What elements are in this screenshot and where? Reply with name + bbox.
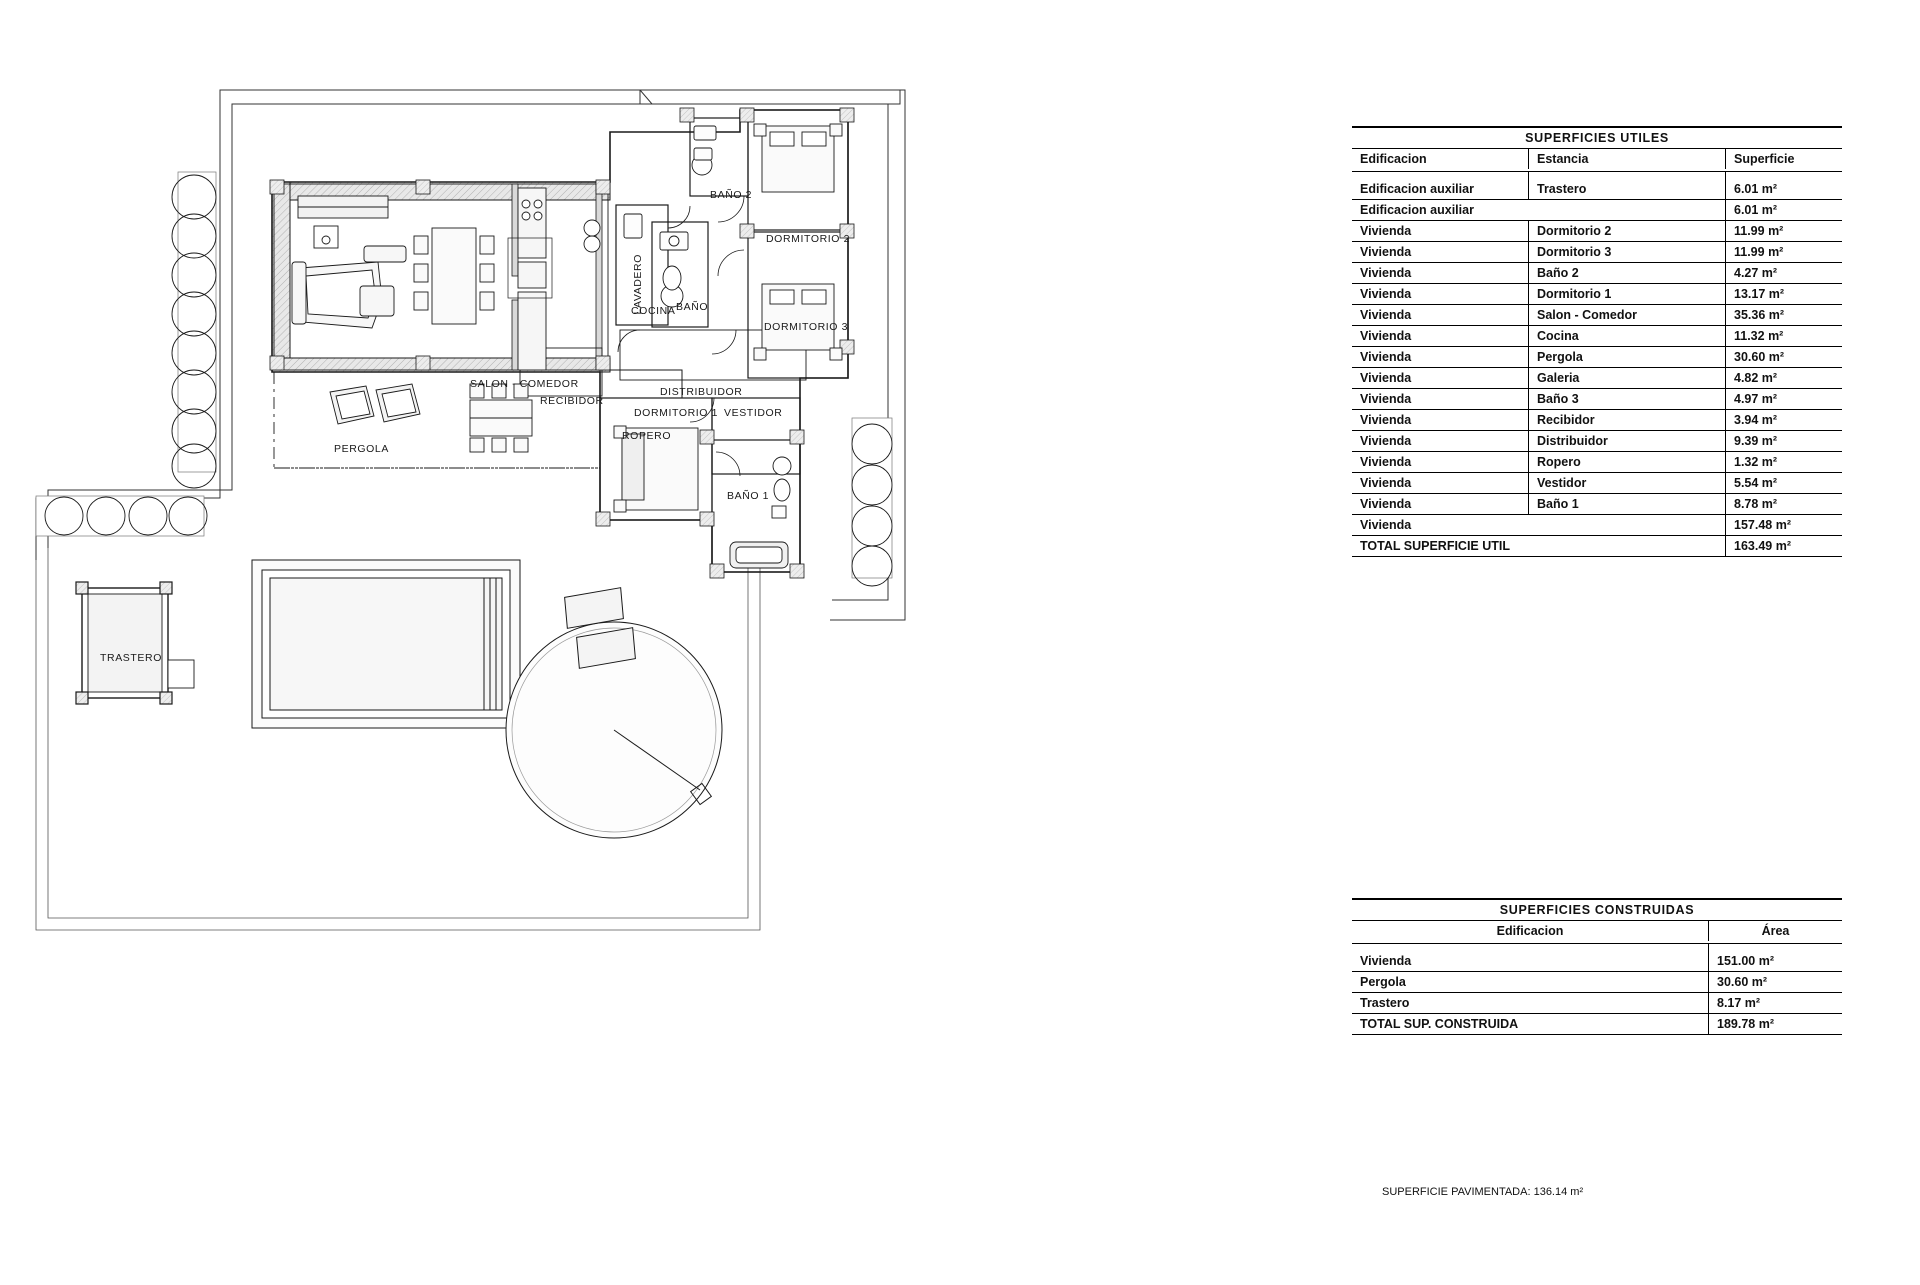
room-label-vestidor: VESTIDOR — [724, 407, 783, 419]
superficies-construidas-table — [1352, 898, 1842, 1035]
cell-superficie: 8.78 m² — [1726, 494, 1843, 515]
table-row — [1352, 284, 1842, 305]
cell-edificacion: Vivienda — [1352, 284, 1529, 305]
total-construidas-label: TOTAL SUP. CONSTRUIDA — [1352, 1014, 1709, 1035]
cell-edificacion: Pergola — [1352, 972, 1709, 993]
room-label-dormitorio-2: DORMITORIO 2 — [766, 233, 851, 245]
utiles-col-superficie: Superficie — [1726, 149, 1843, 170]
cell-estancia: Trastero — [1529, 172, 1726, 200]
total-utiles-label: TOTAL SUPERFICIE UTIL — [1352, 536, 1726, 557]
cell-edificacion: Vivienda — [1352, 221, 1529, 242]
table-row — [1352, 172, 1842, 200]
cell-edificacion: Vivienda — [1352, 326, 1529, 347]
cell-estancia: Pergola — [1529, 347, 1726, 368]
table-row — [1352, 944, 1842, 972]
cell-edificacion: Vivienda — [1352, 368, 1529, 389]
cell-estancia: Baño 1 — [1529, 494, 1726, 515]
cell-superficie: 3.94 m² — [1726, 410, 1843, 431]
subtotal-aux-value: 6.01 m² — [1726, 200, 1843, 221]
cell-superficie: 11.99 m² — [1726, 221, 1843, 242]
room-label-recibidor: RECIBIDOR — [540, 395, 604, 407]
cell-superficie: 4.27 m² — [1726, 263, 1843, 284]
table-row — [1352, 221, 1842, 242]
cell-edificacion: Vivienda — [1360, 954, 1412, 968]
table-row — [1352, 242, 1842, 263]
cell-superficie: 1.32 m² — [1726, 452, 1843, 473]
table-row — [1352, 347, 1842, 368]
utiles-col-edificacion: Edificacion — [1360, 152, 1427, 166]
cell-estancia: Recibidor — [1529, 410, 1726, 431]
subtotal-row-vivienda — [1352, 515, 1842, 536]
room-label-distribuidor: DISTRIBUIDOR — [660, 386, 743, 398]
table-row — [1352, 431, 1842, 452]
cell-edificacion: Trastero — [1352, 993, 1709, 1014]
room-label-trastero: TRASTERO — [100, 652, 162, 664]
cell-superficie: 6.01 m² — [1726, 172, 1843, 200]
cell-estancia: Baño 3 — [1529, 389, 1726, 410]
cell-estancia: Ropero — [1529, 452, 1726, 473]
cell-edificacion: Vivienda — [1352, 494, 1529, 515]
room-label-lavadero: LAVADERO — [632, 254, 644, 315]
construidas-col-area: Área — [1709, 921, 1843, 942]
table-row — [1352, 972, 1842, 993]
cell-edificacion: Vivienda — [1352, 242, 1529, 263]
subtotal-viv-value: 157.48 m² — [1726, 515, 1843, 536]
construidas-title: SUPERFICIES CONSTRUIDAS — [1352, 899, 1842, 921]
cell-area: 8.17 m² — [1709, 993, 1843, 1014]
cell-superficie: 4.97 m² — [1726, 389, 1843, 410]
total-row-utiles — [1352, 536, 1842, 557]
table-row — [1352, 473, 1842, 494]
total-row-construidas — [1352, 1014, 1842, 1035]
cell-edificacion: Vivienda — [1352, 347, 1529, 368]
table-row — [1352, 389, 1842, 410]
cell-superficie: 11.99 m² — [1726, 242, 1843, 263]
cell-superficie: 30.60 m² — [1726, 347, 1843, 368]
cell-superficie: 13.17 m² — [1726, 284, 1843, 305]
cell-estancia: Vestidor — [1529, 473, 1726, 494]
room-label-dormitorio-1: DORMITORIO 1 — [634, 407, 719, 419]
table-row — [1352, 410, 1842, 431]
utiles-col-estancia: Estancia — [1529, 149, 1726, 170]
room-label-dormitorio-3: DORMITORIO 3 — [764, 321, 849, 333]
room-label-pergola: PERGOLA — [334, 443, 389, 455]
cell-edificacion: Vivienda — [1352, 431, 1529, 452]
cell-superficie: 11.32 m² — [1726, 326, 1843, 347]
cell-estancia: Distribuidor — [1529, 431, 1726, 452]
cell-estancia: Dormitorio 2 — [1529, 221, 1726, 242]
utiles-title: SUPERFICIES UTILES — [1352, 127, 1842, 149]
cell-edificacion: Vivienda — [1352, 452, 1529, 473]
pavimentada-note: SUPERFICIE PAVIMENTADA: 136.14 m² — [1382, 1186, 1584, 1198]
cell-area: 30.60 m² — [1709, 972, 1843, 993]
room-label-cocina: COCINA — [631, 305, 676, 317]
cell-superficie: 35.36 m² — [1726, 305, 1843, 326]
cell-edificacion: Vivienda — [1352, 263, 1529, 284]
table-row — [1352, 368, 1842, 389]
cell-edificacion: Vivienda — [1352, 389, 1529, 410]
table-row — [1352, 452, 1842, 473]
room-label-salon-comedor: SALON - COMEDOR — [470, 378, 579, 390]
construidas-col-edificacion: Edificacion — [1496, 924, 1564, 938]
cell-estancia: Salon - Comedor — [1529, 305, 1726, 326]
total-utiles-value: 163.49 m² — [1726, 536, 1843, 557]
superficies-utiles-table — [1352, 126, 1842, 557]
cell-edificacion: Vivienda — [1352, 410, 1529, 431]
cell-superficie: 9.39 m² — [1726, 431, 1843, 452]
total-construidas-value: 189.78 m² — [1709, 1014, 1843, 1035]
cell-estancia: Dormitorio 1 — [1529, 284, 1726, 305]
subtotal-aux-label: Edificacion auxiliar — [1352, 200, 1726, 221]
cell-estancia: Baño 2 — [1529, 263, 1726, 284]
cell-area: 151.00 m² — [1709, 944, 1843, 972]
table-row — [1352, 326, 1842, 347]
subtotal-viv-label: Vivienda — [1352, 515, 1726, 536]
cell-estancia: Dormitorio 3 — [1529, 242, 1726, 263]
cell-estancia: Galeria — [1529, 368, 1726, 389]
cell-superficie: 4.82 m² — [1726, 368, 1843, 389]
table-row — [1352, 263, 1842, 284]
table-row — [1352, 494, 1842, 515]
table-row — [1352, 993, 1842, 1014]
cell-edificacion: Vivienda — [1352, 305, 1529, 326]
cell-edificacion: Edificacion auxiliar — [1360, 182, 1474, 196]
subtotal-row-auxiliar — [1352, 200, 1842, 221]
table-row — [1352, 305, 1842, 326]
cell-superficie: 5.54 m² — [1726, 473, 1843, 494]
room-label-bano-2: BAÑO 2 — [710, 189, 753, 201]
cell-edificacion: Vivienda — [1352, 473, 1529, 494]
room-label-bano-1: BAÑO 1 — [727, 490, 770, 502]
cell-estancia: Cocina — [1529, 326, 1726, 347]
room-label-bano: BAÑO — [676, 301, 709, 313]
room-label-ropero: ROPERO — [622, 430, 672, 442]
